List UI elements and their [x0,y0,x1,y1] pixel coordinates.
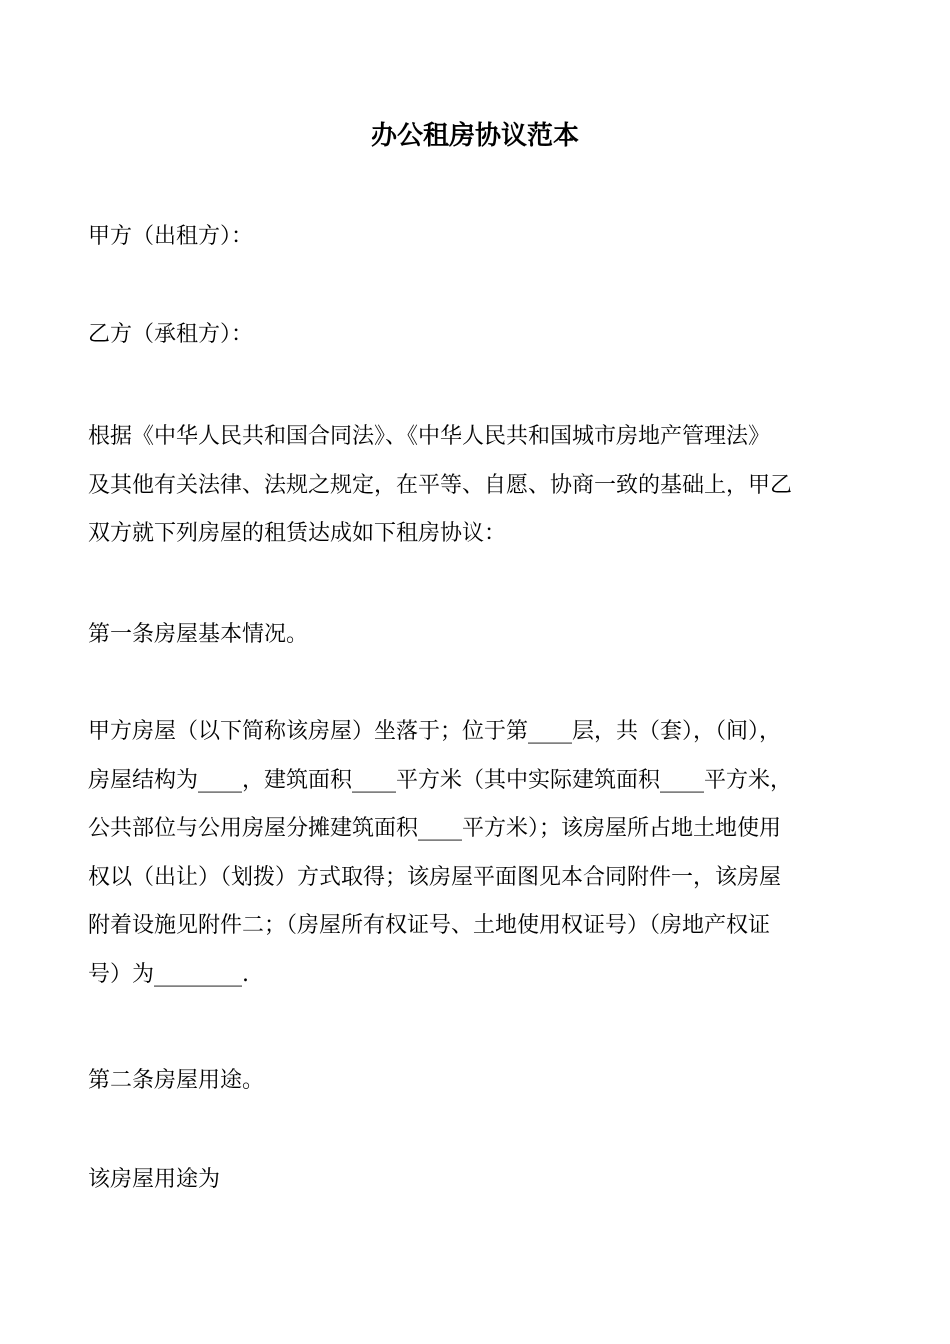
article1-line: 公共部位与公用房屋分摊建筑面积____平方米）；该房屋所占地土地使用 [88,816,782,841]
preamble-line: 根据《中华人民共和国合同法》、《中华人民共和国城市房地产管理法》 [88,424,771,449]
article1-line: 甲方房屋（以下简称该房屋）坐落于；位于第____层，共（套），（间）， [88,719,782,744]
article2-heading: 第二条房屋用途。 [88,1068,265,1093]
article1-line: 房屋结构为____，建筑面积____平方米（其中实际建筑面积____平方米， [88,767,793,793]
party-a-line: 甲方（出租方）： [88,224,254,249]
article1-paragraph [88,708,868,999]
article2-body: 该房屋用途为 [88,1167,221,1192]
preamble-line: 及其他有关法律、法规之规定，在平等、自愿、协商一致的基础上，甲乙 [88,472,793,498]
party-b-line: 乙方（承租方）： [88,322,254,347]
article1-line: 权以（出让）（划拨）方式取得；该房屋平面图见本合同附件一，该房屋 [88,864,782,890]
article1-line: 号）为________. [88,961,249,987]
preamble-paragraph [88,413,868,559]
preamble-line: 双方就下列房屋的租赁达成如下租房协议： [88,521,507,546]
document-title: 办公租房协议范本 [370,121,579,151]
article1-line: 附着设施见附件二；（房屋所有权证号、土地使用权证号）（房地产权证 [88,913,771,938]
article1-heading: 第一条房屋基本情况。 [88,622,309,647]
